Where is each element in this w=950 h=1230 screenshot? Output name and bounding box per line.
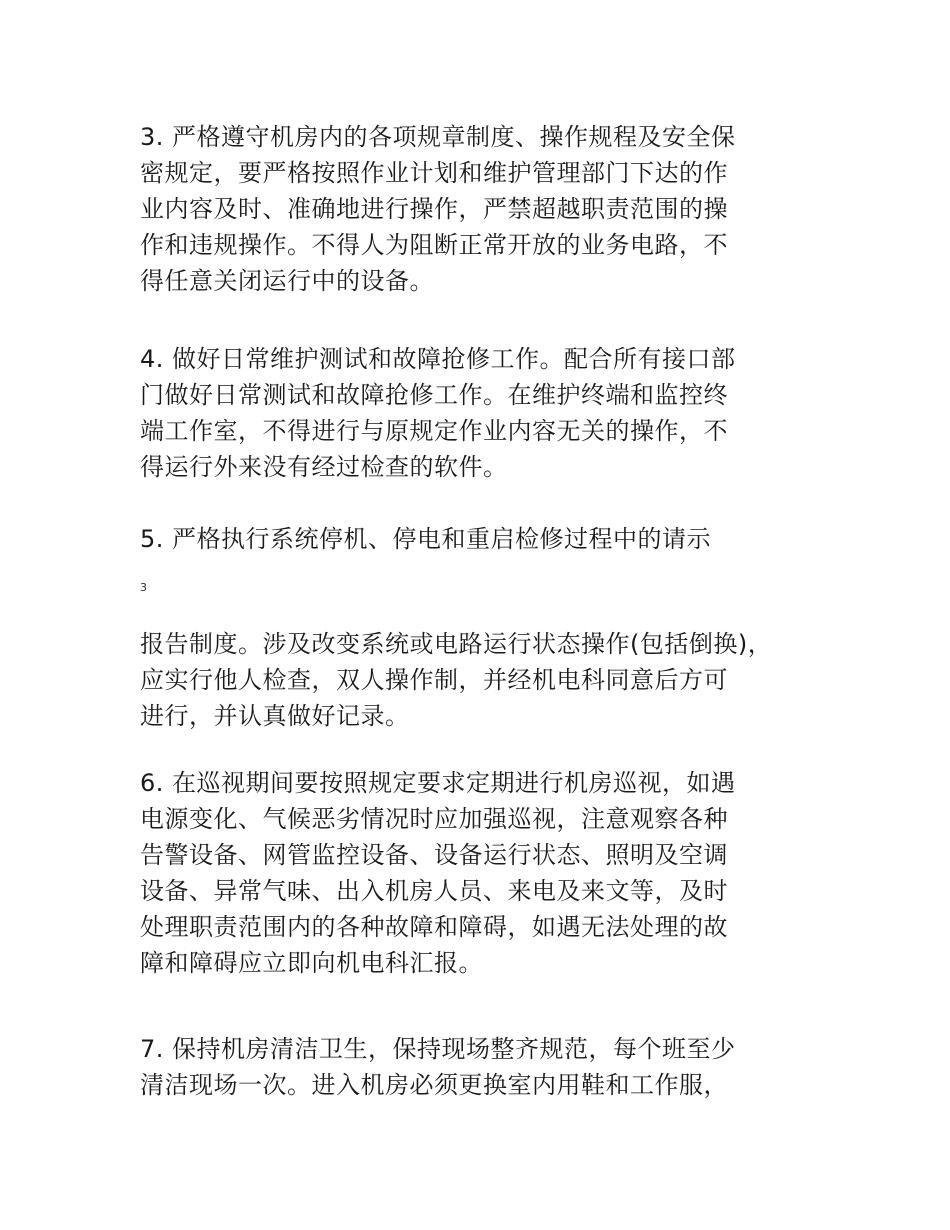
paragraph-3: [140, 119, 736, 299]
text-line: 密规定，要严格按照作业计划和维护管理部门下达的作: [140, 159, 728, 187]
text-line: 设备、异常气味、出入机房人员、来电及来文等，及时: [140, 877, 728, 905]
paragraph-7: [140, 1031, 736, 1103]
text-line: 作和违规操作。不得人为阻断正常开放的业务电路，不: [140, 231, 728, 259]
text-line: 7. 保持机房清洁卫生，保持现场整齐规范，每个班至少: [140, 1035, 736, 1063]
text-line: 5. 严格执行系统停机、停电和重启检修过程中的请示: [140, 525, 712, 553]
text-line: 门做好日常测试和故障抢修工作。在维护终端和监控终: [140, 381, 728, 409]
text-line: 进行，并认真做好记录。: [140, 702, 410, 730]
text-line: 得运行外来没有经过检查的软件。: [140, 453, 508, 481]
text-line: 3. 严格遵守机房内的各项规章制度、操作规程及安全保: [140, 123, 736, 151]
text-line: 处理职责范围内的各种故障和障碍，如遇无法处理的故: [140, 913, 728, 941]
paragraph-4: [140, 341, 736, 485]
text-line: 障和障碍应立即向机电科汇报。: [140, 949, 483, 977]
text-line: 电源变化、气候恶劣情况时应加强巡视，注意观察各种: [140, 805, 728, 833]
paragraph-5-continued: [140, 626, 772, 734]
text-line: 清洁现场一次。进入机房必须更换室内用鞋和工作服，: [140, 1071, 728, 1099]
page-number: 3: [140, 581, 147, 594]
text-line: 6. 在巡视期间要按照规定要求定期进行机房巡视，如遇: [140, 769, 736, 797]
text-line: 报告制度。涉及改变系统或电路运行状态操作(包括倒换)，: [140, 630, 773, 658]
text-line: 应实行他人检查，双人操作制，并经机电科同意后方可: [140, 666, 728, 694]
text-line: 4. 做好日常维护测试和故障抢修工作。配合所有接口部: [140, 345, 736, 373]
text-line: 得任意关闭运行中的设备。: [140, 267, 434, 295]
text-line: 告警设备、网管监控设备、设备运行状态、照明及空调: [140, 841, 728, 869]
text-line: 端工作室，不得进行与原规定作业内容无关的操作，不: [140, 417, 728, 445]
text-line: 业内容及时、准确地进行操作，严禁超越职责范围的操: [140, 195, 728, 223]
paragraph-5-start: [140, 521, 711, 557]
paragraph-6: [140, 765, 736, 981]
